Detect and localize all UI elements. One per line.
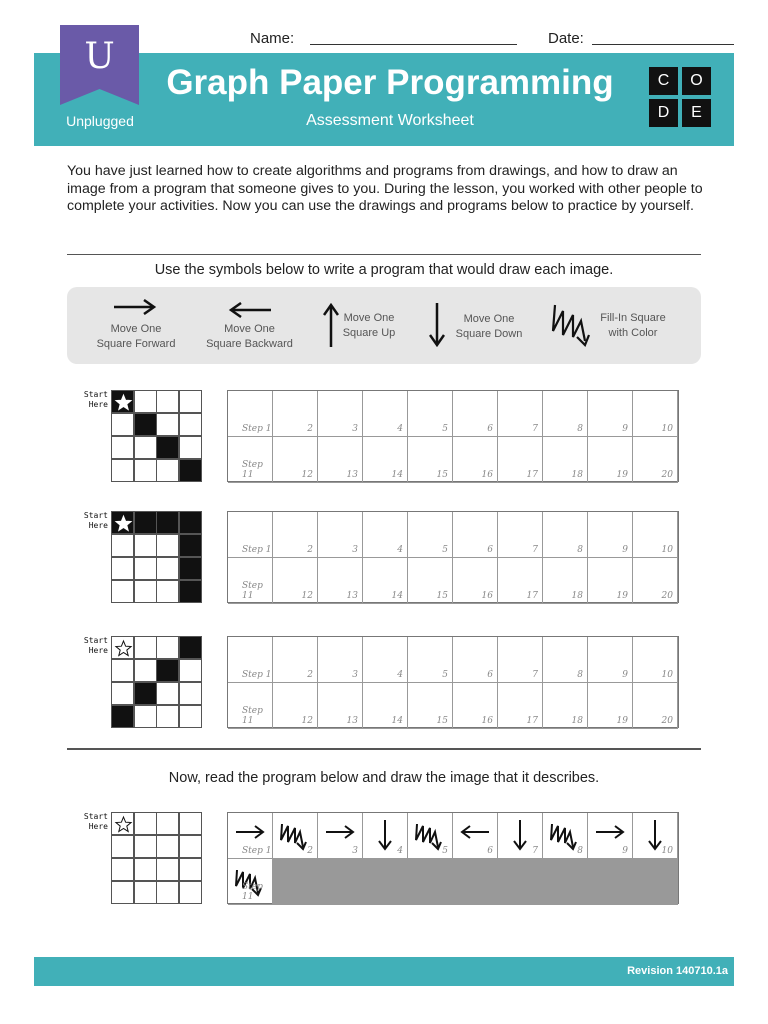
step-cell[interactable] <box>453 637 498 683</box>
grid-cell[interactable] <box>111 436 134 459</box>
grid-cell[interactable] <box>134 812 157 835</box>
grid-cell[interactable] <box>179 413 202 436</box>
program-table <box>227 812 679 904</box>
grid-cell[interactable] <box>134 682 157 705</box>
arrow-left-icon <box>227 302 273 318</box>
start-star-icon <box>112 391 135 414</box>
grid-cell[interactable] <box>134 636 157 659</box>
step-number: 4 <box>397 424 403 434</box>
grid-cell[interactable] <box>179 705 202 728</box>
program-table <box>227 511 679 603</box>
grid-cell[interactable] <box>134 705 157 728</box>
shaded-cell <box>543 859 588 905</box>
grid-cell[interactable] <box>179 835 202 858</box>
step-cell[interactable] <box>543 512 588 558</box>
grid-cell[interactable] <box>111 390 134 413</box>
grid-cell[interactable] <box>111 812 134 835</box>
legend-label-line: Square Backward <box>206 338 293 350</box>
step-cell[interactable] <box>633 512 678 558</box>
step-number: 16 <box>481 591 493 601</box>
step-cell[interactable] <box>633 391 678 437</box>
grid-cell[interactable] <box>179 659 202 682</box>
step-cell[interactable] <box>228 391 273 437</box>
grid-cell[interactable] <box>134 881 157 904</box>
step-number: 18 <box>571 591 583 601</box>
start-label-line: Start <box>83 812 108 821</box>
grid-cell[interactable] <box>179 580 202 603</box>
start-here-label <box>68 390 108 410</box>
step-cell[interactable] <box>453 512 498 558</box>
step-cell[interactable] <box>498 512 543 558</box>
start-star-icon <box>112 512 135 535</box>
program-table <box>227 390 679 482</box>
step-cell[interactable] <box>633 637 678 683</box>
code-logo-letter: D <box>649 99 678 127</box>
grid-cell[interactable] <box>156 812 179 835</box>
step-number: 6 <box>487 670 493 680</box>
step-cell[interactable] <box>543 391 588 437</box>
drawing-grid <box>111 511 202 603</box>
legend-label-line: Square Up <box>342 327 396 339</box>
step-number: Step 11 <box>242 706 263 726</box>
step-number: Step 1 <box>242 545 272 555</box>
grid-cell[interactable] <box>134 557 157 580</box>
step-number: Step 11 <box>242 581 263 601</box>
revision-label: Revision 140710.1a <box>627 965 728 977</box>
grid-cell[interactable] <box>156 511 179 534</box>
legend-label-line: Move One <box>463 313 515 325</box>
grid-cell[interactable] <box>111 705 134 728</box>
start-label-line: Start <box>83 636 108 645</box>
arrow-right-icon <box>112 299 158 315</box>
grid-cell[interactable] <box>179 511 202 534</box>
step-number: 10 <box>661 424 673 434</box>
grid-cell[interactable] <box>156 705 179 728</box>
step-number: 12 <box>301 470 313 480</box>
grid-cell[interactable] <box>111 580 134 603</box>
step-cell[interactable] <box>363 813 408 859</box>
step-cell[interactable] <box>318 437 363 483</box>
step-number: 2 <box>307 545 313 555</box>
page-title: Graph Paper Programming <box>166 63 614 102</box>
step-number: Step 1 <box>242 424 272 434</box>
symbol-legend <box>67 287 701 364</box>
step-number: 17 <box>526 470 538 480</box>
step-number: 19 <box>616 591 628 601</box>
grid-cell[interactable] <box>156 682 179 705</box>
grid-cell[interactable] <box>134 659 157 682</box>
grid-cell[interactable] <box>111 413 134 436</box>
grid-cell[interactable] <box>134 835 157 858</box>
step-cell[interactable] <box>408 637 453 683</box>
step-number: 6 <box>487 846 493 856</box>
step-number: 7 <box>532 424 538 434</box>
legend-label-line: with Color <box>608 327 658 339</box>
legend-label <box>449 312 529 342</box>
step-cell[interactable] <box>228 813 273 859</box>
step-number: 20 <box>661 716 673 726</box>
grid-cell[interactable] <box>156 659 179 682</box>
step-cell[interactable] <box>498 437 543 483</box>
step-number: 19 <box>616 470 628 480</box>
grid-cell[interactable] <box>179 858 202 881</box>
step-number: 10 <box>661 545 673 555</box>
step-cell[interactable] <box>633 683 678 729</box>
step-number: 8 <box>577 846 583 856</box>
step-number: 15 <box>436 716 448 726</box>
step-cell[interactable] <box>408 437 453 483</box>
step-number: 7 <box>532 545 538 555</box>
legend-label <box>593 311 673 341</box>
grid-cell[interactable] <box>111 881 134 904</box>
right-icon <box>594 818 626 852</box>
step-number: 4 <box>397 545 403 555</box>
start-here-label <box>68 636 108 656</box>
step-number: 9 <box>622 846 628 856</box>
step-number: 2 <box>307 846 313 856</box>
grid-cell[interactable] <box>111 659 134 682</box>
grid-cell[interactable] <box>111 835 134 858</box>
step-number: 9 <box>622 545 628 555</box>
right-icon <box>324 818 356 852</box>
shaded-cell <box>633 859 678 905</box>
grid-cell[interactable] <box>111 557 134 580</box>
step-cell[interactable] <box>363 637 408 683</box>
step-cell[interactable] <box>588 813 633 859</box>
step-number: 3 <box>352 670 358 680</box>
grid-cell[interactable] <box>134 580 157 603</box>
grid-cell[interactable] <box>111 636 134 659</box>
code-logo-letter: C <box>649 67 678 95</box>
grid-cell[interactable] <box>179 636 202 659</box>
step-number: Step 11 <box>242 882 263 902</box>
legend-label <box>91 322 181 352</box>
page-subtitle: Assessment Worksheet <box>306 112 474 129</box>
grid-cell[interactable] <box>134 858 157 881</box>
grid-cell[interactable] <box>179 436 202 459</box>
step-number: 17 <box>526 591 538 601</box>
arrow-down-icon <box>429 301 445 347</box>
step-cell[interactable] <box>543 683 588 729</box>
fill-icon <box>549 818 581 852</box>
step-number: 6 <box>487 424 493 434</box>
section2-instruction: Now, read the program below and draw the image that it describes. <box>168 770 600 786</box>
shaded-cell <box>363 859 408 905</box>
step-cell[interactable] <box>408 558 453 604</box>
legend-label <box>337 311 401 341</box>
shaded-cell <box>498 859 543 905</box>
step-number: 9 <box>622 424 628 434</box>
grid-cell[interactable] <box>134 413 157 436</box>
step-cell[interactable] <box>408 512 453 558</box>
step-cell[interactable] <box>273 813 318 859</box>
divider <box>67 254 701 255</box>
step-cell[interactable] <box>498 813 543 859</box>
grid-cell[interactable] <box>179 534 202 557</box>
step-cell[interactable] <box>228 437 273 483</box>
step-cell[interactable] <box>363 437 408 483</box>
step-number: 13 <box>346 591 358 601</box>
start-label-line: Here <box>88 400 108 409</box>
step-cell[interactable] <box>363 683 408 729</box>
step-cell[interactable] <box>318 512 363 558</box>
step-cell[interactable] <box>408 391 453 437</box>
ribbon-letter: U <box>84 36 115 77</box>
step-cell[interactable] <box>273 437 318 483</box>
step-number: 14 <box>391 470 403 480</box>
step-cell[interactable] <box>273 558 318 604</box>
step-cell[interactable] <box>273 512 318 558</box>
step-cell[interactable] <box>408 683 453 729</box>
step-cell[interactable] <box>453 437 498 483</box>
step-cell[interactable] <box>318 558 363 604</box>
shaded-cell <box>588 859 633 905</box>
name-field[interactable] <box>310 44 517 45</box>
step-cell[interactable] <box>318 813 363 859</box>
step-cell[interactable] <box>543 637 588 683</box>
start-label-line: Here <box>88 822 108 831</box>
step-number: 13 <box>346 716 358 726</box>
footer-bar <box>34 957 734 986</box>
step-number: 2 <box>307 424 313 434</box>
step-cell[interactable] <box>453 391 498 437</box>
grid-cell[interactable] <box>156 636 179 659</box>
step-number: 3 <box>352 424 358 434</box>
grid-cell[interactable] <box>179 881 202 904</box>
code-logo <box>649 67 713 129</box>
step-number: 5 <box>442 545 448 555</box>
grid-cell[interactable] <box>111 511 134 534</box>
section1-instruction: Use the symbols below to write a program that would draw each image. <box>154 262 614 278</box>
step-number: 12 <box>301 716 313 726</box>
unplugged-caption: Unplugged <box>66 113 134 129</box>
step-cell[interactable] <box>633 558 678 604</box>
step-cell[interactable] <box>498 558 543 604</box>
date-label: Date: <box>548 30 584 47</box>
step-cell[interactable] <box>453 683 498 729</box>
step-cell[interactable] <box>273 683 318 729</box>
step-cell[interactable] <box>453 813 498 859</box>
grid-cell[interactable] <box>156 413 179 436</box>
step-cell[interactable] <box>588 637 633 683</box>
step-number: 9 <box>622 670 628 680</box>
grid-cell[interactable] <box>179 459 202 482</box>
step-number: 16 <box>481 470 493 480</box>
step-number: 2 <box>307 670 313 680</box>
start-label-line: Here <box>88 521 108 530</box>
grid-cell[interactable] <box>156 436 179 459</box>
fill-squiggle-icon <box>551 301 593 349</box>
start-label-line: Start <box>83 390 108 399</box>
step-number: 17 <box>526 716 538 726</box>
start-star-icon <box>112 637 135 660</box>
step-cell[interactable] <box>543 437 588 483</box>
step-cell[interactable] <box>363 512 408 558</box>
step-number: 15 <box>436 591 448 601</box>
grid-cell[interactable] <box>111 682 134 705</box>
divider <box>67 748 701 750</box>
step-number: 10 <box>661 670 673 680</box>
grid-cell[interactable] <box>156 459 179 482</box>
grid-cell[interactable] <box>134 436 157 459</box>
grid-cell[interactable] <box>134 511 157 534</box>
start-label-line: Start <box>83 511 108 520</box>
legend-label-line: Move One <box>224 323 275 335</box>
grid-cell[interactable] <box>156 858 179 881</box>
step-cell[interactable] <box>588 512 633 558</box>
step-cell[interactable] <box>228 859 273 905</box>
step-number: 7 <box>532 846 538 856</box>
step-cell[interactable] <box>363 391 408 437</box>
step-cell[interactable] <box>318 391 363 437</box>
step-number: 15 <box>436 470 448 480</box>
intro-paragraph: You have just learned how to create algorithms and programs from drawings, and how to draw an image from a program that someone gives to you. During the lesson, you worked with other people to complete your activities. Now you can use the drawings and programs below to practice by yourself. <box>67 163 703 214</box>
step-number: 7 <box>532 670 538 680</box>
grid-cell[interactable] <box>134 390 157 413</box>
name-label: Name: <box>250 30 295 47</box>
drawing-grid <box>111 636 202 728</box>
shaded-cell <box>273 859 318 905</box>
start-here-label <box>68 812 108 832</box>
step-cell[interactable] <box>453 558 498 604</box>
grid-cell[interactable] <box>156 881 179 904</box>
step-number: 20 <box>661 470 673 480</box>
step-number: 18 <box>571 716 583 726</box>
step-cell[interactable] <box>543 558 588 604</box>
step-number: 13 <box>346 470 358 480</box>
step-number: 4 <box>397 846 403 856</box>
grid-cell[interactable] <box>179 812 202 835</box>
start-label-line: Here <box>88 646 108 655</box>
grid-cell[interactable] <box>111 858 134 881</box>
step-number: 18 <box>571 470 583 480</box>
step-number: Step 11 <box>242 460 263 480</box>
step-cell[interactable] <box>228 637 273 683</box>
grid-cell[interactable] <box>156 390 179 413</box>
grid-cell[interactable] <box>179 682 202 705</box>
down-icon <box>504 818 536 852</box>
step-cell[interactable] <box>318 637 363 683</box>
step-number: Step 1 <box>242 670 272 680</box>
step-cell[interactable] <box>588 683 633 729</box>
step-cell[interactable] <box>588 391 633 437</box>
grid-cell[interactable] <box>111 534 134 557</box>
step-cell[interactable] <box>498 637 543 683</box>
step-cell[interactable] <box>633 437 678 483</box>
grid-cell[interactable] <box>179 557 202 580</box>
step-number: 14 <box>391 591 403 601</box>
grid-cell[interactable] <box>134 534 157 557</box>
step-number: 20 <box>661 591 673 601</box>
shaded-cell <box>408 859 453 905</box>
legend-label-line: Move One <box>110 323 162 335</box>
step-cell[interactable] <box>633 813 678 859</box>
step-cell[interactable] <box>588 437 633 483</box>
step-number: 16 <box>481 716 493 726</box>
step-cell[interactable] <box>228 683 273 729</box>
step-number: 19 <box>616 716 628 726</box>
step-number: 6 <box>487 545 493 555</box>
step-cell[interactable] <box>318 683 363 729</box>
step-cell[interactable] <box>408 813 453 859</box>
step-cell[interactable] <box>228 558 273 604</box>
step-number: 8 <box>577 670 583 680</box>
step-number: 10 <box>661 846 673 856</box>
step-number: 5 <box>442 846 448 856</box>
step-cell[interactable] <box>228 512 273 558</box>
step-number: 3 <box>352 846 358 856</box>
step-number: 4 <box>397 670 403 680</box>
grid-cell[interactable] <box>156 580 179 603</box>
legend-label <box>197 322 302 352</box>
step-number: 3 <box>352 545 358 555</box>
program-table <box>227 636 679 728</box>
step-cell[interactable] <box>543 813 588 859</box>
shaded-cell <box>318 859 363 905</box>
legend-label-line: Move One <box>343 312 395 324</box>
step-cell[interactable] <box>363 558 408 604</box>
step-number: 5 <box>442 424 448 434</box>
code-logo-letter: O <box>682 67 711 95</box>
date-field[interactable] <box>592 44 734 45</box>
fill-icon <box>414 818 446 852</box>
shaded-cell <box>453 859 498 905</box>
grid-cell[interactable] <box>111 459 134 482</box>
step-cell[interactable] <box>588 558 633 604</box>
drawing-grid <box>111 812 202 904</box>
code-logo-letter: E <box>682 99 711 127</box>
start-here-label <box>68 511 108 531</box>
legend-label-line: Square Down <box>455 328 523 340</box>
drawing-grid <box>111 390 202 482</box>
step-cell[interactable] <box>273 391 318 437</box>
step-number: 8 <box>577 545 583 555</box>
grid-cell[interactable] <box>156 835 179 858</box>
step-number: 5 <box>442 670 448 680</box>
legend-label-line: Square Forward <box>96 338 176 350</box>
start-star-icon <box>112 813 135 836</box>
step-number: 8 <box>577 424 583 434</box>
step-number: Step 1 <box>242 846 272 856</box>
grid-cell[interactable] <box>179 390 202 413</box>
grid-cell[interactable] <box>156 534 179 557</box>
grid-cell[interactable] <box>134 459 157 482</box>
step-cell[interactable] <box>273 637 318 683</box>
step-number: 14 <box>391 716 403 726</box>
grid-cell[interactable] <box>156 557 179 580</box>
step-cell[interactable] <box>498 391 543 437</box>
step-cell[interactable] <box>498 683 543 729</box>
legend-label-line: Fill-In Square <box>600 312 666 324</box>
left-icon <box>459 818 491 852</box>
step-number: 12 <box>301 591 313 601</box>
